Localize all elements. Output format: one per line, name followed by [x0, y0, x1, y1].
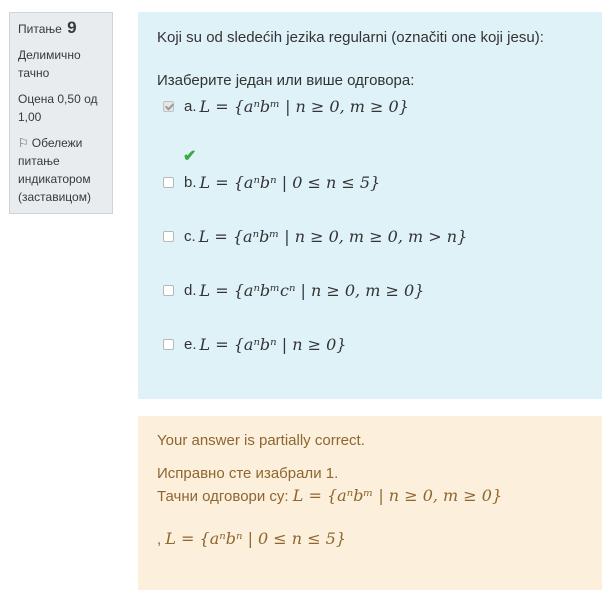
answer-formula-b: L = {aⁿbⁿ | 0 ≤ n ≤ 5} — [199, 173, 381, 192]
answer-formula-d: L = {aⁿbᵐcⁿ | n ≥ 0, m ≥ 0} — [199, 281, 425, 300]
correct-answer-2: L = {aⁿbⁿ | 0 ≤ n ≤ 5} — [165, 529, 347, 548]
correct-answers-label: Тачни одговори су: — [157, 488, 289, 505]
answer-formula-e: L = {aⁿbⁿ | n ≥ 0} — [199, 335, 347, 354]
answer-letter-e: e. — [184, 336, 197, 353]
answer-letter-c: c. — [184, 228, 196, 245]
question-formulation — [138, 12, 602, 399]
question-state: Делимично тачно — [18, 48, 81, 80]
answer-option-b[interactable] — [163, 173, 380, 192]
answer-letter-b: b. — [184, 174, 197, 191]
question-label: Питање — [18, 22, 62, 36]
answer-separator: , — [157, 531, 162, 548]
answer-checkbox-c[interactable] — [163, 231, 174, 242]
feedback-correct-answers — [157, 484, 583, 509]
answer-prompt: Изаберите један или више одговора: — [157, 72, 415, 89]
answer-checkbox-a[interactable] — [163, 101, 174, 112]
flag-question-label[interactable]: Обележи питање индикатором (заставицом) — [18, 136, 91, 204]
answer-letter-a: a. — [184, 98, 197, 115]
correct-answer-1: L = {aⁿbᵐ | n ≥ 0, m ≥ 0} — [292, 486, 503, 505]
feedback-panel — [138, 416, 602, 590]
answer-option-c[interactable] — [163, 227, 467, 246]
answer-checkbox-e[interactable] — [163, 339, 174, 350]
feedback-summary: Your answer is partially correct. — [157, 432, 365, 449]
question-grade: Оцена 0,50 од 1,00 — [18, 92, 98, 124]
correct-check-icon: ✔ — [183, 148, 197, 165]
answer-letter-d: d. — [184, 282, 197, 299]
flag-icon[interactable]: ⚐ — [18, 136, 29, 150]
question-text: Koji su od sledećih jezika regularni (označiti one koji jesu): — [157, 29, 544, 46]
answer-formula-a: L = {aⁿbᵐ | n ≥ 0, m ≥ 0} — [199, 97, 409, 116]
question-number-value: 9 — [67, 18, 77, 37]
question-info-panel — [9, 12, 113, 214]
feedback-selected-count: Исправно сте изабрали 1. — [157, 465, 339, 482]
feedback-second-answer — [157, 527, 583, 552]
answer-option-e[interactable] — [163, 335, 346, 354]
answer-option-a[interactable] — [163, 97, 409, 116]
answer-option-d[interactable] — [163, 281, 424, 300]
answer-checkbox-b[interactable] — [163, 177, 174, 188]
answer-formula-c: L = {aⁿbᵐ | n ≥ 0, m ≥ 0, m > n} — [198, 227, 468, 246]
question-number — [18, 19, 104, 38]
flag-question-link[interactable] — [18, 134, 104, 206]
answer-checkbox-d[interactable] — [163, 285, 174, 296]
